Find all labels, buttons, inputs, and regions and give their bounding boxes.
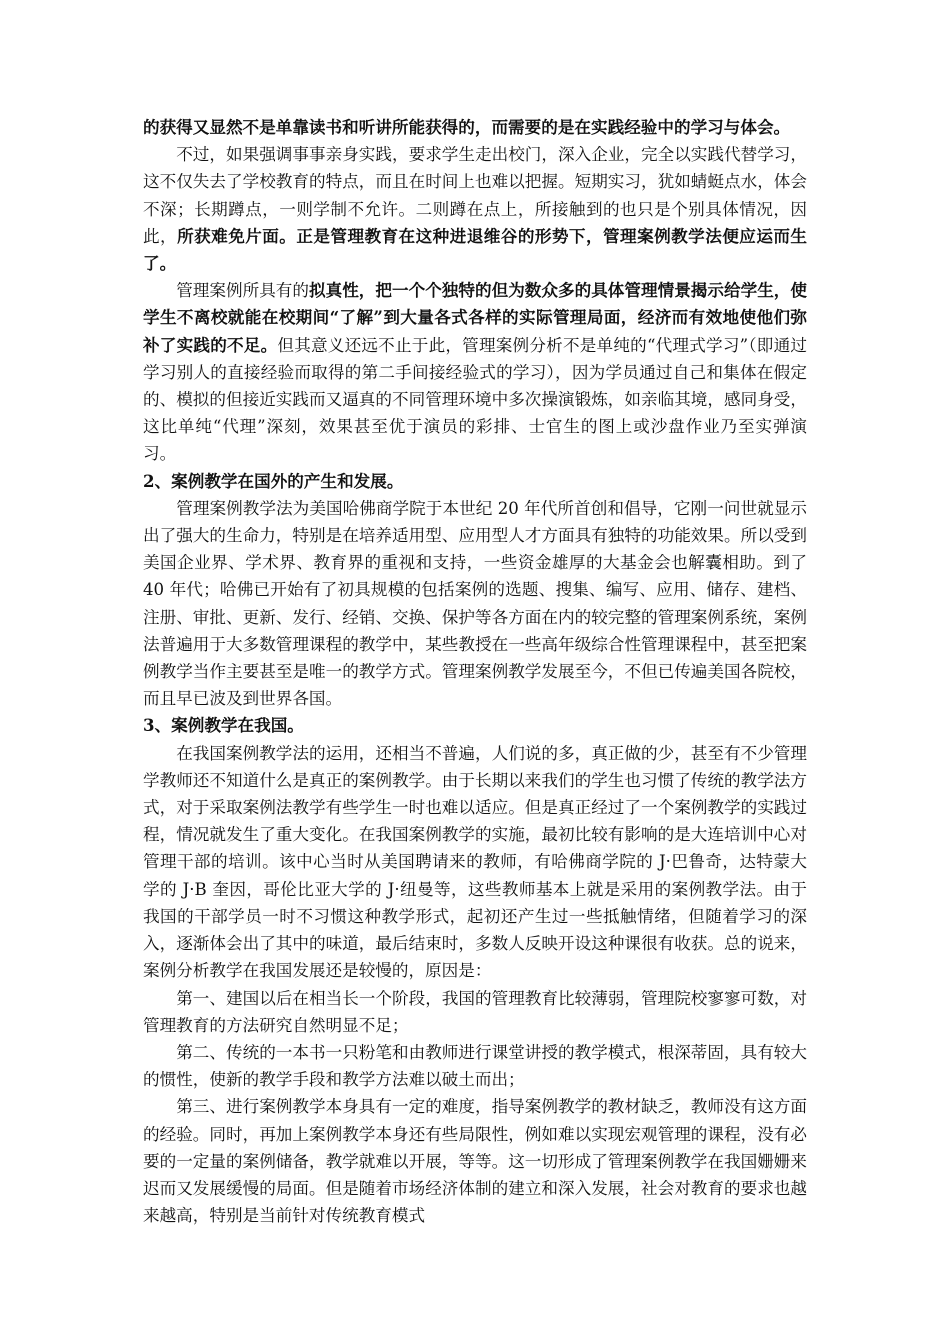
paragraph-2 <box>143 141 807 277</box>
section-heading-3: 3、案例教学在我国。 <box>143 715 304 736</box>
paragraph-4: 管理案例教学法为美国哈佛商学院于本世纪 20 年代所首创和倡导，它刚一问世就显示出了强大的生命力，特别是在培养适用型、应用型人才方面具有独特的功能效果。所以受到美国企业界、学术界、教育界的重视和支持，一些资金雄厚的大基金会也解囊相助。到了 40 年代；哈佛已开始有了初具规模的包括案例的选题、搜集、编写、应用、储存、建档、注册、审批、更新、发行、经销、交换、保护等各方面在内的较完整的管理案例系统，案例法普遍用于大多数管理课程的教学中，某些教授在一些高年级综合性管理课程中，甚至把案例教学当作主要甚至是唯一的教学方式。管理案例教学发展至今，不但已传遍美国各院校，而且早已波及到世界各国。 <box>143 498 807 709</box>
paragraph-1 <box>143 114 807 141</box>
paragraph-3 <box>143 277 807 467</box>
section-heading-2: 2、案例教学在国外的产生和发展。 <box>143 470 404 491</box>
paragraph-3-bold: 拟真性，把一个个独特的但为数众多的具体管理情景揭示给学生，使学生不离校就能在校期间“了解”到大量各式各样的实际管理局面，经济而有效地使他们弥补了实践的不足。 <box>143 280 808 355</box>
paragraph-5: 在我国案例教学法的运用，还相当不普遍，人们说的多，真正做的少，甚至有不少管理学教师还不知道什么是真正的案例教学。由于长期以来我们的学生也习惯了传统的教学法方式，对于采取案例法教学有些学生一时也难以适应。但是真正经过了一个案例教学的实践过程，情况就发生了重大变化。在我国案例教学的实施，最初比较有影响的是大连培训中心对管理干部的培训。该中心当时从美国聘请来的教师，有哈佛商学院的 J·巴鲁奇，达特蒙大学的 J·B 奎因，哥伦比亚大学的 J·纽曼等，这些教师基本上就是采用的案例教学法。由于我国的干部学员一时不习惯这种教学形式，起初还产生过一些抵触情绪，但随着学习的深入，逐渐体会出了其中的味道，最后结束时，多数人反映开设这种课很有收获。总的说来，案例分析教学在我国发展还是较慢的，原因是： <box>143 743 807 981</box>
paragraph-6: 第一、建国以后在相当长一个阶段，我国的管理教育比较薄弱，管理院校寥寥可数，对管理教育的方法研究自然明显不足； <box>143 988 807 1035</box>
paragraph-3-text-start: 管理案例所具有的 <box>176 281 309 301</box>
paragraph-2-bold: 所获难免片面。正是管理教育在这种进退维谷的形势下，管理案例教学法便应运而生了。 <box>143 225 808 274</box>
paragraph-8: 第三、进行案例教学本身具有一定的难度，指导案例教学的教材缺乏，教师没有这方面的经验。同时，再加上案例教学本身还有些局限性，例如难以实现宏观管理的课程，没有必要的一定量的案例储备，教学就难以开展，等等。这一切形成了管理案例教学在我国姗姗来迟而又发展缓慢的局面。但是随着市场经济体制的建立和深入发展，社会对教育的要求也越来越高，特别是当前针对传统教育模式 <box>143 1097 807 1226</box>
document-page <box>143 114 807 1229</box>
paragraph-3-text-end: 但其意义还远不止于此，管理案例分析不是单纯的“代理式学习”（即通过学习别人的直接经验而取得的第二手间接经验式的学习），因为学员通过自己和集体在假定的、模拟的但接近实践而又逼真的不同管理环境中多次操演锻炼，如亲临其境，感同身受，这比单纯“代理”深刻，效果甚至优于演员的彩排、士官生的图上或沙盘作业乃至实弹演习。 <box>143 335 807 464</box>
paragraph-1-bold: 的获得又显然不是单靠读书和听讲所能获得的，而需要的是在实践经验中的学习与体会。 <box>143 117 791 137</box>
paragraph-2-text: 不过，如果强调事事亲身实践，要求学生走出校门，深入企业，完全以实践代替学习，这不仅失去了学校教育的特点，而且在时间上也难以把握。短期实习，犹如蜻蜓点水，体会不深；长期蹲点，一则学制不允许。二则蹲在点上，所接触到的也只是个别具体情况，因此， <box>143 145 807 246</box>
paragraph-7: 第二、传统的一本书一只粉笔和由教师进行课堂讲授的教学模式，根深蒂固，具有较大的惯性，使新的教学手段和教学方法难以破土而出； <box>143 1042 807 1090</box>
